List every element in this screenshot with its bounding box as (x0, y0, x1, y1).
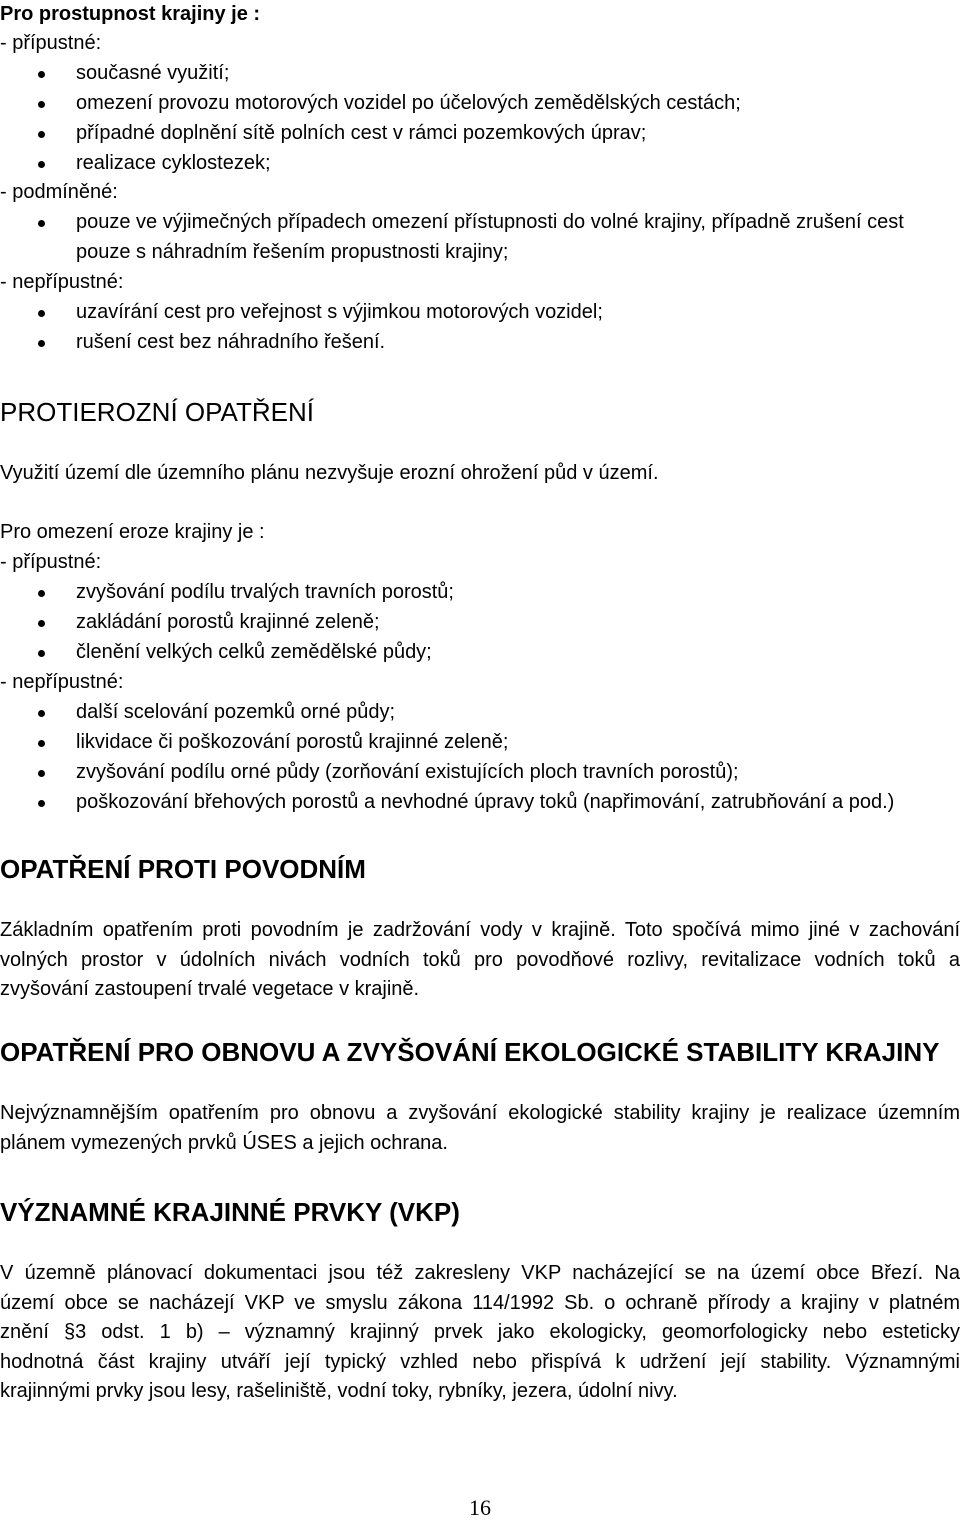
bullet-icon (38, 310, 45, 317)
list-item-continuation: pouze s náhradním řešením propustnosti krajiny; (76, 241, 509, 263)
heading-protierozni: PROTIEROZNÍ OPATŘENÍ (0, 397, 314, 427)
heading-ekologicka-stabilita: OPATŘENÍ PRO OBNOVU A ZVYŠOVÁNÍ EKOLOGICKÉ STABILITY KRAJINY (0, 1037, 940, 1067)
paragraph-line: znění §3 odst. 1 b) – významný krajinný prvek jako ekologicky, geomorfologicky nebo esteticky (0, 1321, 960, 1343)
list-item: další scelování pozemků orné půdy; (76, 701, 396, 723)
bullet-icon (38, 220, 45, 227)
allowed-label: - přípustné: (0, 32, 102, 54)
list-item: rušení cest bez náhradního řešení. (76, 331, 386, 353)
paragraph-line: V územně plánovací dokumentaci jsou též zakresleny VKP nacházející se na území obce Březí. Na (0, 1262, 960, 1284)
conditional-label: - podmíněné: (0, 181, 118, 203)
paragraph-line: Nejvýznamnějším opatřením pro obnovu a zvyšování ekologické stability krajiny je realizace územním (0, 1102, 960, 1124)
bullet-icon (38, 590, 45, 597)
paragraph-line: zvyšování zastoupení trvalé vegetace v krajině. (0, 978, 420, 1000)
paragraph-line: hodnotná část krajiny utváří její typický vzhled nebo přispívá k udržení její stability. Významnými (0, 1350, 960, 1373)
bullet-icon (38, 740, 45, 747)
paragraph-line: volných prostor v údolních nivách vodních toků pro povodňové rozlivy, revitalizace vodních toků a (0, 948, 960, 971)
forbidden-label: - nepřípustné: (0, 671, 124, 693)
paragraph-line: Základním opatřením proti povodním je zadržování vody v krajině. Toto spočívá mimo jiné v zachování (0, 919, 960, 941)
list-item: realizace cyklostezek; (76, 152, 271, 174)
bullet-icon (38, 800, 45, 807)
paragraph-povodni (0, 916, 960, 1005)
list-item: případné doplnění sítě polních cest v rámci pozemkových úprav; (76, 122, 647, 144)
list-item: zakládání porostů krajinné zeleně; (76, 611, 380, 633)
bullet-icon (38, 650, 45, 657)
list-item: členění velkých celků zemědělské půdy; (76, 641, 432, 663)
section-intro: Využití území dle územního plánu nezvyšuje erozní ohrožení půd v území. (0, 462, 659, 484)
paragraph-line: plánem vymezených prvků ÚSES a jejich ochrana. (0, 1131, 448, 1154)
paragraph-line: krajinnými prvky jsou lesy, rašeliniště, vodní toky, rybníky, jezera, údolní nivy. (0, 1380, 678, 1402)
heading-vkp: VÝZNAMNÉ KRAJINNÉ PRVKY (VKP) (0, 1197, 460, 1227)
bullet-icon (38, 620, 45, 627)
allowed-label: - přípustné: (0, 551, 102, 573)
bullet-icon (38, 710, 45, 717)
bullet-icon (38, 71, 45, 78)
paragraph-vkp (0, 1259, 960, 1407)
list-item: současné využití; (76, 62, 230, 84)
list-item: pouze ve výjimečných případech omezení přístupnosti do volné krajiny, případně zrušení cest (76, 211, 904, 233)
list-item: likvidace či poškozování porostů krajinné zeleně; (76, 731, 509, 753)
bullet-icon (38, 161, 45, 168)
paragraph-ekologicka-stabilita (0, 1099, 960, 1158)
section-title-prostupnost: Pro prostupnost krajiny je : (0, 3, 261, 25)
section-title-eroze: Pro omezení eroze krajiny je : (0, 521, 265, 543)
list-item: omezení provozu motorových vozidel po účelových zemědělských cestách; (76, 92, 741, 114)
list-item: poškozování břehových porostů a nevhodné úpravy toků (napřimování, zatrubňování a pod.) (76, 791, 895, 813)
forbidden-label: - nepřípustné: (0, 271, 124, 293)
heading-povodni: OPATŘENÍ PROTI POVODNÍM (0, 854, 366, 884)
list-item: zvyšování podílu orné půdy (zorňování existujících ploch travních porostů); (76, 761, 739, 783)
bullet-icon (38, 131, 45, 138)
paragraph-line: území obce se nacházejí VKP ve smyslu zákona 114/1992 Sb. o ochraně přírody a krajiny v platném (0, 1291, 960, 1314)
list-item: zvyšování podílu trvalých travních porostů; (76, 581, 454, 603)
bullet-icon (38, 340, 45, 347)
page-number: 16 (469, 1495, 491, 1520)
bullet-icon (38, 101, 45, 108)
bullet-icon (38, 770, 45, 777)
list-item: uzavírání cest pro veřejnost s výjimkou motorových vozidel; (76, 301, 603, 323)
